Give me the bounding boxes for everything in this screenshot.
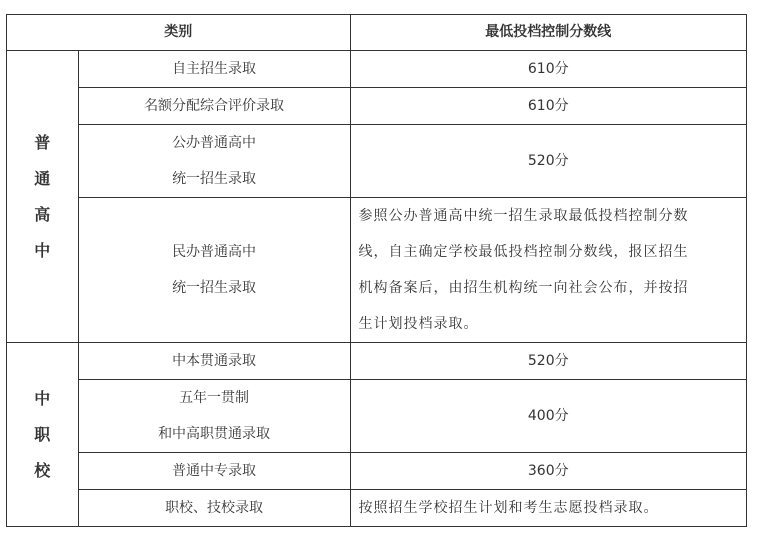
- table-row: [7, 198, 747, 343]
- header-score: 最低投档控制分数线: [350, 15, 746, 51]
- row-subcategory: 职校、技校录取: [78, 490, 350, 527]
- group-label-vocational-school: 中 职 校: [7, 343, 79, 527]
- row-score: 610分: [350, 51, 746, 88]
- row-subcategory: 名额分配综合评价录取: [78, 88, 350, 125]
- row-score: 520分: [350, 125, 746, 198]
- row-score: 520分: [350, 343, 746, 380]
- row-score: 400分: [350, 380, 746, 453]
- row-subcategory: 中本贯通录取: [78, 343, 350, 380]
- table-row: [7, 125, 747, 198]
- table-header-row: [7, 15, 747, 51]
- row-score-note: 按照招生学校招生计划和考生志愿投档录取。: [350, 490, 746, 527]
- table-row: [7, 88, 747, 125]
- group-label-general-high-school: 普 通 高 中: [7, 51, 79, 343]
- row-score-note: 参照公办普通高中统一招生录取最低投档控制分数 线，自主确定学校最低投档控制分数线，报区招生 机构备案后，由招生机构统一向社会公布，并按招 生计划投档录取。: [350, 198, 746, 343]
- table-row: [7, 453, 747, 490]
- table-row: [7, 51, 747, 88]
- row-subcategory: 五年一贯制 和中高职贯通录取: [78, 380, 350, 453]
- row-subcategory: 普通中专录取: [78, 453, 350, 490]
- row-subcategory: 公办普通高中 统一招生录取: [78, 125, 350, 198]
- header-category: 类别: [7, 15, 351, 51]
- table-row: [7, 343, 747, 380]
- row-score: 610分: [350, 88, 746, 125]
- table-row: [7, 490, 747, 527]
- admission-score-table: [6, 14, 747, 527]
- row-subcategory: 民办普通高中 统一招生录取: [78, 198, 350, 343]
- row-subcategory: 自主招生录取: [78, 51, 350, 88]
- table-row: [7, 380, 747, 453]
- row-score: 360分: [350, 453, 746, 490]
